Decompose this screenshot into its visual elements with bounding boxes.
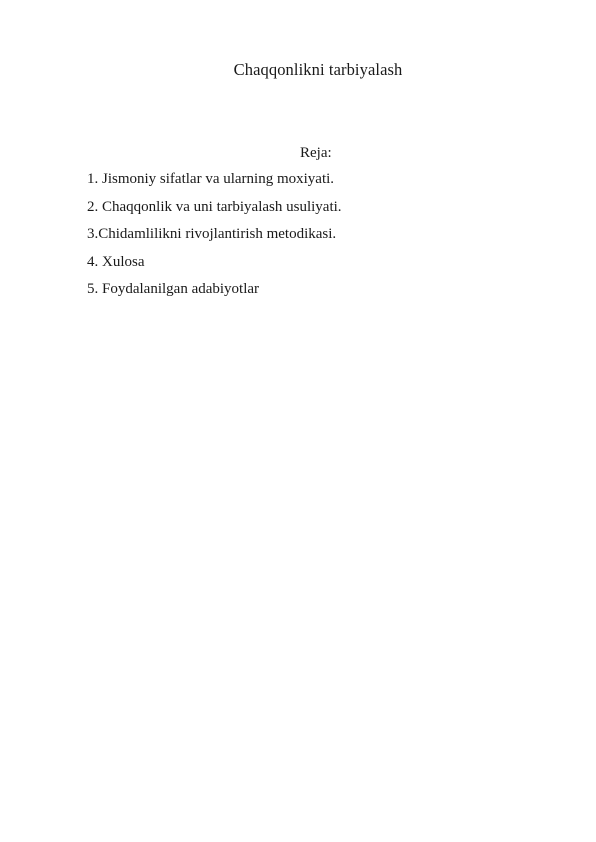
document-title: Chaqqonlikni tarbiyalash (233, 60, 403, 79)
plan-item-2: 2. Chaqqonlik va uni tarbiyalash usuliyati. (87, 198, 342, 215)
plan-item-1: 1. Jismoniy sifatlar va ularning moxiyati. (87, 171, 335, 187)
plan-heading: Reja: (300, 145, 332, 161)
plan-item-5: 5. Foydalanilgan adabiyotlar (87, 281, 260, 297)
plan-list (87, 170, 342, 308)
plan-item-4: 4. Xulosa (87, 253, 145, 270)
plan-item-3: 3.Chidamlilikni rivojlantirish metodikasi. (87, 226, 337, 242)
